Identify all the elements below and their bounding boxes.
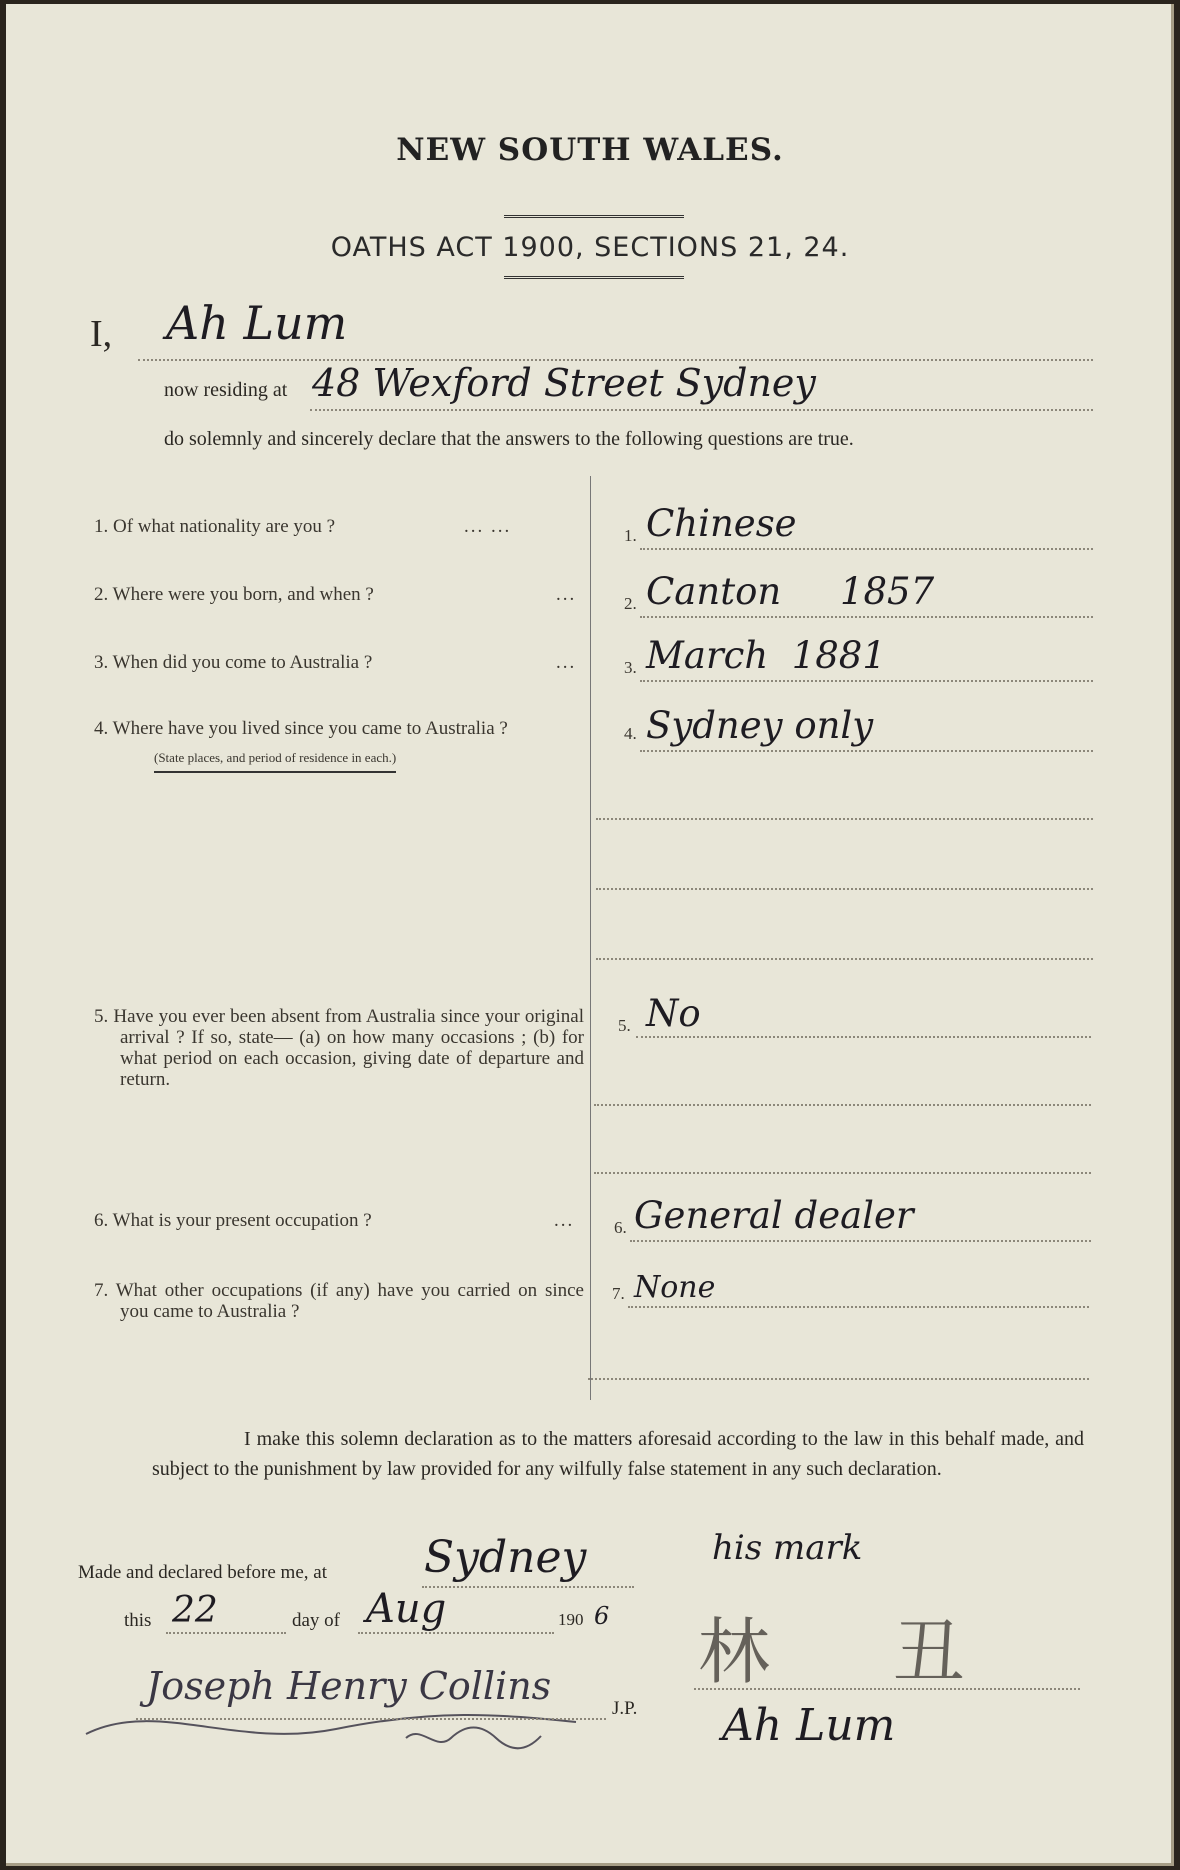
answer-5-line-3 xyxy=(594,1172,1091,1174)
answer-5-line-1 xyxy=(636,1036,1091,1038)
answer-7-number: 7. xyxy=(612,1284,625,1303)
column-divider xyxy=(590,476,591,1400)
answer-3: March 1881 xyxy=(646,634,886,677)
question-4-note: (State places, and period of residence in each.) xyxy=(154,747,396,773)
question-1: 1. Of what nationality are you ? ... ... xyxy=(94,516,512,537)
answer-5: No xyxy=(646,992,701,1035)
answer-5-number: 5. xyxy=(618,1016,631,1035)
answer-4-line-4 xyxy=(596,958,1093,960)
declarant-name: Ah Lum xyxy=(166,296,348,350)
answer-7-line-2 xyxy=(588,1378,1089,1380)
form-title: NEW SOUTH WALES. xyxy=(396,132,784,168)
answer-4-line-2 xyxy=(596,818,1093,820)
year-suffix: 6 xyxy=(594,1602,610,1630)
chinese-mark: 林 丑 xyxy=(698,1610,1015,1694)
declarant-prefix: I, xyxy=(90,313,113,355)
question-7: 7. What other occupations (if any) have you carried on since you came to Australia ? xyxy=(94,1280,584,1322)
question-2: 2. Where were you born, and when ? ... xyxy=(94,584,577,605)
question-4: 4. Where have you lived since you came to Australia ? (State places, and period of residence in each.) xyxy=(94,718,582,773)
day-of-label: day of xyxy=(292,1610,341,1631)
answer-7: None xyxy=(634,1270,716,1305)
declared-place: Sydney xyxy=(424,1532,587,1583)
this-label: this xyxy=(124,1610,152,1631)
title-rule-bottom xyxy=(504,276,684,279)
answer-6: General dealer xyxy=(634,1194,914,1237)
year-prefix: 190 xyxy=(558,1610,584,1629)
jp-signature: Joseph Henry Collins xyxy=(146,1664,552,1708)
jp-dotted-line xyxy=(136,1718,606,1720)
answer-1-number: 1. xyxy=(624,526,637,545)
answer-3-line xyxy=(640,680,1093,682)
answer-4-line-3 xyxy=(596,888,1093,890)
answer-2-number: 2. xyxy=(624,594,637,613)
question-6: 6. What is your present occupation ? ... xyxy=(94,1210,575,1231)
answer-4-line-1 xyxy=(640,750,1093,752)
answer-5-line-2 xyxy=(594,1104,1091,1106)
answer-4-number: 4. xyxy=(624,724,637,743)
jp-label: J.P. xyxy=(612,1698,638,1719)
residing-label: now residing at xyxy=(164,379,288,401)
question-5: 5. Have you ever been absent from Australia since your original arrival ? If so, state— (a) on how many occasions ; (b) for what period on each occasion, giving date of departure and return. xyxy=(94,1006,584,1090)
signature-dotted-line xyxy=(694,1688,1080,1690)
made-declared-label: Made and declared before me, at xyxy=(78,1562,327,1583)
declarant-signature: Ah Lum xyxy=(722,1700,896,1751)
form-subtitle: OATHS ACT 1900, SECTIONS 21, 24. xyxy=(330,232,850,263)
his-mark-text: his mark xyxy=(712,1528,863,1568)
answer-4: Sydney only xyxy=(646,704,874,747)
residing-address: 48 Wexford Street Sydney xyxy=(312,361,816,405)
day-dotted-line xyxy=(166,1632,286,1634)
answer-6-number: 6. xyxy=(614,1218,627,1237)
place-dotted-line xyxy=(422,1586,634,1588)
answer-2-line xyxy=(640,616,1093,618)
declared-day: 22 xyxy=(172,1590,218,1631)
declaration-form xyxy=(6,4,1174,1866)
month-dotted-line xyxy=(358,1632,554,1634)
answer-1-line xyxy=(640,548,1093,550)
declaration-paragraph: I make this solemn declaration as to the matters aforesaid according to the law in this behalf made, and subject to the punishment by law provided for any wilfully false statement in any such declaration. xyxy=(152,1428,1084,1480)
declare-statement: do solemnly and sincerely declare that the answers to the following questions are true. xyxy=(164,428,854,450)
jp-signature-flourish xyxy=(76,1694,596,1754)
answer-3-number: 3. xyxy=(624,658,637,677)
declared-month: Aug xyxy=(366,1586,447,1632)
address-dotted-line xyxy=(310,409,1093,411)
answer-1: Chinese xyxy=(646,502,797,545)
title-rule-top xyxy=(504,215,684,218)
question-3: 3. When did you come to Australia ? ... xyxy=(94,652,577,673)
answer-6-line xyxy=(630,1240,1091,1242)
answer-7-line-1 xyxy=(628,1306,1089,1308)
answer-2: Canton 1857 xyxy=(646,570,935,613)
